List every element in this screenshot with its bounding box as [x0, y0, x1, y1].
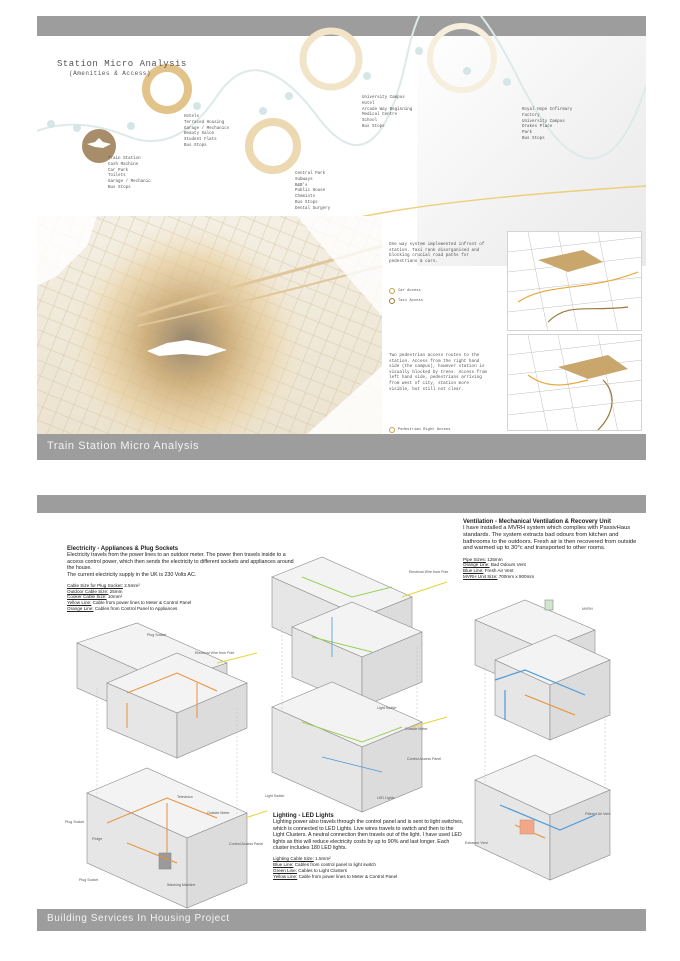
list-item: Bus Stops: [184, 143, 207, 148]
ventilation-body: I have installed a MVRH system which complies with PassivHaus standards. The system extracts bad odours from kitchen and bathrooms to the outdoors. Fresh air is then recovered from outside and warmed up to 30°c and transported to other rooms.: [463, 525, 637, 552]
cluster-ring-4: [303, 31, 359, 87]
lighting-body: Lighting power also travels through the control panel and is sent to light switches, which is connected to LED Lights. Live wires travels to switch and then to the Light Clusters. A neutral connection then travels out of the light. I have used LED lights as this will reduce electricity costs by up to 90% and last longer. Each cluster includes 180 LED lights.: [273, 819, 464, 852]
label-television: Television: [177, 795, 193, 799]
lighting-heading: Lighting - LED Lights: [273, 813, 334, 819]
electricity-text: [67, 546, 295, 612]
ventilation-specs: Pipe Sizes: 125mm Orange Line: Bad Odours Vent Blue Line: Fresh Air Vent MVRH Unit Size: 700mm x 900mm: [463, 556, 535, 579]
list-item: Bus Stops: [362, 124, 385, 129]
map-panel-pedestrian: [507, 334, 642, 431]
electricity-current: The current electricity supply in the UK is 230 Volts AC.: [67, 571, 197, 578]
list-item: Royal Hope Infirmary: [522, 108, 573, 112]
label-mvrh: MVRH: [582, 607, 593, 611]
site-map: [37, 216, 382, 434]
list-item: Student Flats: [184, 138, 217, 143]
label-electrical-wire-pole: Electrical Wire from Pole: [195, 651, 235, 655]
electricity-body: Electricity travels from the power lines to an outdoor meter. The power then travels inside to a access control power, which then sends the electricity to different sockets and appliances around the house.: [67, 552, 294, 572]
label-lighting-outside-meter: Outside Meter: [405, 727, 428, 731]
traffic-note: One way system implemented infront of station. Taxi rank disorganised and blocking crucial road paths for pedestrians & cars.: [389, 242, 485, 264]
cluster-list-4: [362, 96, 412, 131]
ventilation-axonometric: [465, 600, 615, 900]
label-filtered-air: Filtered Air Vent: [585, 812, 611, 816]
label-led-lights: LED Lights: [377, 796, 395, 800]
bottom-band: [37, 434, 646, 460]
label-washing-machine: Washing Machine: [167, 883, 196, 887]
list-item: B&B's: [295, 183, 308, 188]
list-item: Beauty Salon: [184, 132, 215, 137]
analysis-subtitle: (Amenities & Access): [69, 70, 152, 77]
legend-pedestrian-right: Pedestrian Right Access: [389, 427, 450, 433]
building-services-sheet: [37, 495, 646, 931]
label-plug-socket-bot: Plug Socket: [79, 878, 99, 882]
list-item: Arcade Way Beginning: [362, 107, 413, 112]
list-item: Terraced Housing: [184, 120, 225, 125]
ring-icon: [389, 288, 395, 294]
list-item: Bus Stops: [522, 136, 545, 141]
electricity-specs: Cable Size for Plug Socket: 2.5mm² Outdoor Cable Size: 25mm Cooker Cable Size: 10mm² Yellow Line: Cable from power lines to Meter & Control Panel Orange Line: Cables from Control Panel to Appliances: [67, 583, 192, 611]
list-item: University Campus: [522, 119, 565, 124]
bottom-band: [37, 909, 646, 931]
map-panel-traffic: [507, 231, 642, 331]
list-item: Cash Machine: [108, 162, 139, 167]
label-light-switch-bot: Light Switch: [265, 794, 285, 798]
list-item: Train Station: [108, 157, 141, 161]
list-item: Central Park: [295, 172, 326, 176]
list-item: Garage / Mechanics: [184, 126, 230, 131]
cluster-list-5: [522, 108, 572, 143]
cluster-list-1: [108, 157, 151, 192]
label-plug-socket-mid: Plug Socket: [65, 820, 85, 824]
list-item: Bus Stops: [295, 200, 318, 205]
pedestrian-note: Two pedestrian access routes to the station. Access from the right hand side (the campus), however station is visually blocked by trees. Access from left hand side, pedestrians arriving from west of city, station more visible, but still not clear.: [389, 353, 487, 392]
lighting-axonometric: [262, 557, 452, 817]
label-light-switch-mid: Light Switch: [377, 706, 397, 710]
list-item: Hotels: [184, 115, 200, 119]
electricity-heading: Electricity - Appliances & Plug Sockets: [67, 546, 179, 552]
label-lighting-control-panel: Control Access Panel: [407, 757, 442, 761]
sheet-title: Building Services In Housing Project: [47, 913, 230, 924]
cluster-ring-5: [430, 26, 494, 90]
analysis-title: Station Micro Analysis (Amenities & Access): [57, 59, 187, 77]
legend-taxi-access: Taxi Access: [389, 298, 423, 304]
lighting-text: [273, 813, 465, 879]
cluster-list-3: [295, 172, 330, 213]
label-fridge: Fridge: [92, 837, 103, 841]
list-item: Park: [522, 131, 533, 136]
ring-icon: [389, 298, 395, 304]
label-plug-socket-top: Plug Socket: [147, 633, 167, 637]
list-item: Car Park: [108, 168, 129, 173]
lighting-specs: Lighting Cable Size: 1.5mm² Blue Line: Cables from control panel to light switch Green Line: Cables to Light Clusters Yellow Line: Cable from power lines to Meter & Control Panel: [273, 856, 398, 879]
list-item: Dental Surgery: [295, 206, 331, 211]
list-item: Public House: [295, 189, 326, 194]
list-item: Hotel: [362, 101, 375, 106]
list-item: Drakes Place: [522, 125, 553, 130]
label-lighting-wire-pole: Electrical Wire from Pole: [409, 570, 449, 574]
cluster-list-2: [184, 115, 229, 150]
label-extractor-vent: Extractor Vent: [465, 841, 488, 845]
ventilation-text: [463, 519, 641, 580]
station-analysis-sheet: [37, 16, 646, 460]
list-item: Subways: [295, 177, 313, 182]
list-item: Medical Centre: [362, 113, 398, 118]
ventilation-heading: Ventilation - Mechanical Ventilation & Recovery Unit: [463, 519, 612, 525]
ring-icon: [389, 427, 395, 433]
list-item: Toilets: [108, 174, 126, 179]
list-item: Chemists: [295, 195, 316, 200]
list-item: School: [362, 119, 378, 124]
sheet-title: Train Station Micro Analysis: [47, 440, 200, 452]
top-band: [37, 495, 646, 513]
map-graphic: [37, 216, 382, 434]
list-item: University Campus: [362, 96, 405, 100]
label-outside-meter: Outside Meter: [207, 811, 230, 815]
cluster-ring-3: [249, 122, 297, 170]
list-item: Factory: [522, 113, 540, 118]
list-item: Bus Stops: [108, 185, 131, 190]
label-control-panel: Control Access Panel: [229, 842, 264, 846]
legend-car-access: Car Access: [389, 288, 421, 294]
list-item: Garage / Mechanic: [108, 180, 151, 185]
